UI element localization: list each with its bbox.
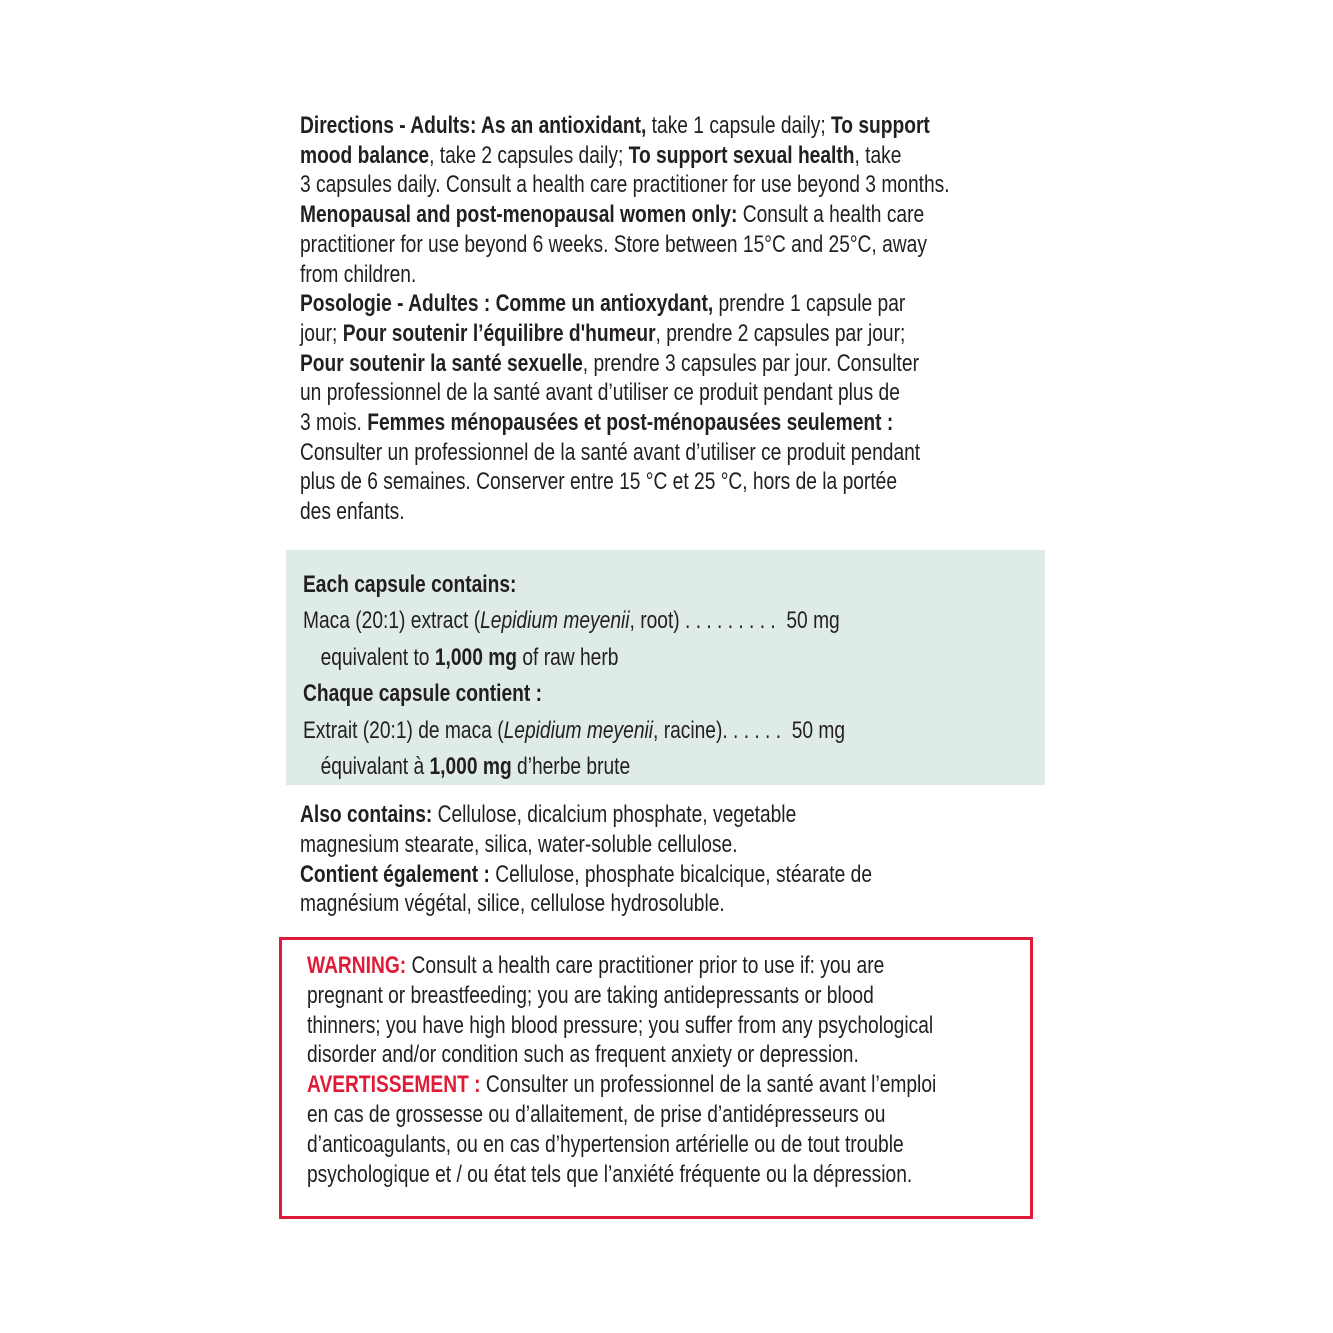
- text-line: Maca (20:1) extract (Lepidium meyenii, root) . . . . . . . . . 50 mg: [303, 607, 840, 635]
- text-line: Directions - Adults: As an antioxidant, take 1 capsule daily; To support: [300, 112, 930, 139]
- text-line: from children.: [300, 260, 417, 288]
- text-line: WARNING: Consult a health care practitioner prior to use if: you are: [307, 952, 885, 979]
- text-line: plus de 6 semaines. Conserver entre 15 °C et 25 °C, hors de la portée: [300, 468, 898, 496]
- text-line: psychologique et / ou état tels que l’anxiété fréquente ou la dépression.: [307, 1160, 913, 1188]
- text-line: Extrait (20:1) de maca (Lepidium meyenii, racine). . . . . . 50 mg: [303, 716, 846, 744]
- text-line: Contient également : Cellulose, phosphate bicalcique, stéarate de: [300, 860, 873, 888]
- text-line: jour; Pour soutenir l’équilibre d'humeur, prendre 2 capsules par jour;: [300, 319, 906, 347]
- text-line: disorder and/or condition such as frequent anxiety or depression.: [307, 1041, 859, 1069]
- text-line: 3 capsules daily. Consult a health care practitioner for use beyond 3 months.: [300, 171, 950, 199]
- text-line: Each capsule contains:: [303, 571, 517, 598]
- text-line: Menopausal and post-menopausal women only: Consult a health care: [300, 201, 925, 229]
- text-line: Pour soutenir la santé sexuelle, prendre 3 capsules par jour. Consulter: [300, 349, 919, 377]
- text-line: des enfants.: [300, 498, 405, 526]
- text-line: Posologie - Adultes : Comme un antioxydant, prendre 1 capsule par: [300, 290, 906, 318]
- text-line: thinners; you have high blood pressure; you suffer from any psychological: [307, 1011, 934, 1039]
- text-line: magnesium stearate, silica, water-soluble cellulose.: [300, 830, 738, 858]
- directions-posologie-text: [300, 111, 1112, 527]
- text-line: équivalant à 1,000 mg d’herbe brute: [320, 753, 631, 781]
- text-line: practitioner for use beyond 6 weeks. Store between 15°C and 25°C, away: [300, 230, 927, 258]
- also-contains-text: [300, 800, 1015, 919]
- text-line: 3 mois. Femmes ménopausées et post-ménopausées seulement :: [300, 409, 894, 437]
- text-line: mood balance, take 2 capsules daily; To support sexual health, take: [300, 141, 902, 169]
- warning-box: [279, 937, 1033, 1219]
- text-line: magnésium végétal, silice, cellulose hydrosoluble.: [300, 890, 725, 918]
- text-line: equivalent to 1,000 mg of raw herb: [320, 643, 619, 671]
- text-line: en cas de grossesse ou d’allaitement, de prise d’antidépresseurs ou: [307, 1100, 886, 1128]
- text-line: Chaque capsule contient :: [303, 680, 542, 708]
- text-line: Also contains: Cellulose, dicalcium phosphate, vegetable: [300, 801, 797, 828]
- supplement-facts-box: [286, 550, 1045, 785]
- text-line: Consulter un professionnel de la santé avant d’utiliser ce produit pendant: [300, 438, 921, 466]
- text-line: pregnant or breastfeeding; you are taking antidepressants or blood: [307, 981, 874, 1009]
- text-line: un professionnel de la santé avant d’utiliser ce produit pendant plus de: [300, 379, 900, 407]
- text-line: d’anticoagulants, ou en cas d’hypertension artérielle ou de tout trouble: [307, 1130, 904, 1158]
- text-line: AVERTISSEMENT : Consulter un professionnel de la santé avant l’emploi: [307, 1071, 937, 1099]
